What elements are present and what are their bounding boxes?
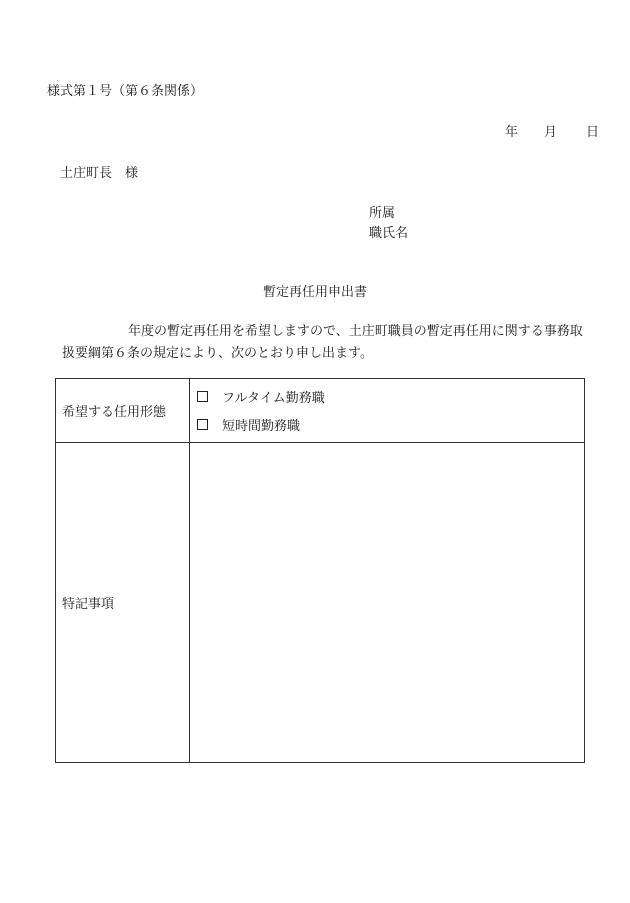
- application-table: [55, 378, 585, 763]
- option-short-time[interactable]: [190, 411, 584, 439]
- short-time-checkbox[interactable]: [197, 419, 208, 430]
- date-year-label: 年: [505, 125, 519, 140]
- option-full-time[interactable]: [190, 383, 584, 411]
- notes-value[interactable]: [190, 443, 584, 762]
- notes-row: [56, 443, 585, 763]
- addressee: 土庄町長 様: [60, 166, 139, 181]
- date-month-label: 月: [544, 125, 558, 140]
- body-text-line-1: 年度の暫定再任用を希望しますので、土庄町職員の暫定再任用に関する事務取: [128, 324, 583, 339]
- body-text-line-2: 扱要綱第６条の規定により、次のとおり申し出ます。: [62, 346, 373, 361]
- notes-field[interactable]: [190, 443, 585, 763]
- name-label: 職氏名: [369, 226, 409, 241]
- full-time-label: フルタイム勤務職: [222, 391, 325, 406]
- full-time-checkbox[interactable]: [197, 391, 208, 402]
- employment-type-label: 希望する任用形態: [56, 379, 190, 443]
- affiliation-label: 所属: [369, 206, 396, 221]
- employment-type-options: [190, 379, 585, 443]
- form-number: 様式第１号（第６条関係）: [47, 84, 204, 99]
- employment-type-row: [56, 379, 585, 443]
- document-title: 暫定再任用申出書: [262, 285, 367, 300]
- date-day-label: 日: [586, 125, 600, 140]
- notes-label: 特記事項: [56, 443, 190, 763]
- short-time-label: 短時間勤務職: [222, 419, 301, 434]
